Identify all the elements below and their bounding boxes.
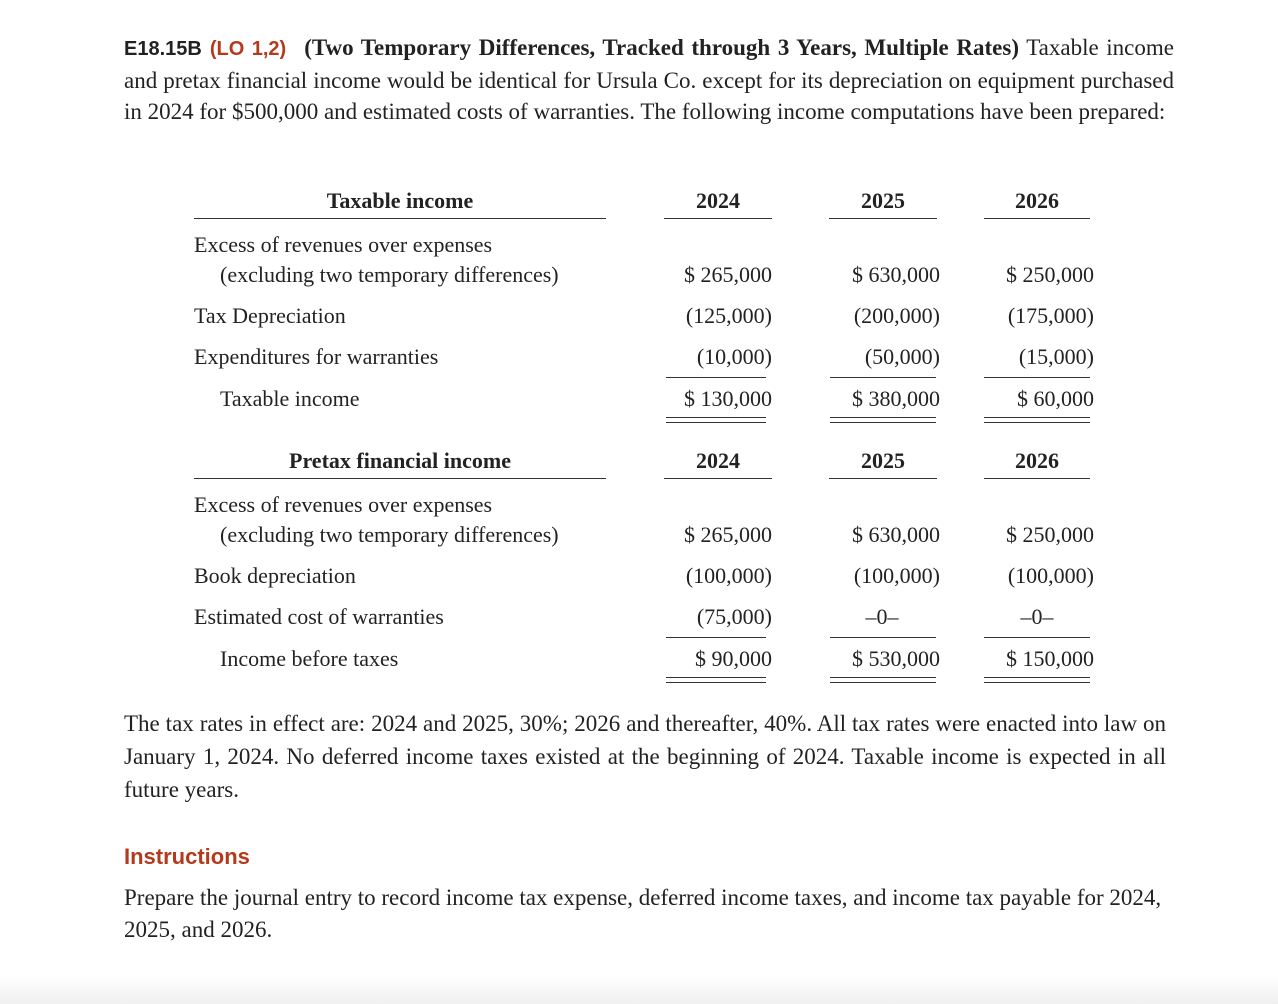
subtotal-rule: [984, 377, 1090, 378]
table-heading: Taxable income: [194, 188, 606, 219]
year-header: 2024: [664, 448, 772, 479]
table-cell: (200,000): [853, 303, 940, 328]
double-rule: [984, 677, 1090, 683]
table-total: $ 530,000: [852, 646, 940, 671]
subtotal-rule: [830, 377, 936, 378]
year-header: 2025: [829, 448, 937, 479]
double-rule: [666, 677, 766, 683]
table-cell: $ 265,000: [684, 522, 772, 547]
learning-objective: (LO 1,2): [209, 38, 287, 60]
table-cell: $ 265,000: [684, 262, 772, 287]
total-label: Income before taxes: [220, 646, 399, 671]
row-label: Expenditures for warranties: [194, 344, 439, 369]
table-cell: (10,000): [696, 344, 772, 369]
row-label: Estimated cost of warranties: [194, 604, 444, 629]
table-total: $ 90,000: [695, 646, 772, 671]
table-cell: (100,000): [685, 563, 772, 588]
table-cell: (15,000): [1018, 344, 1094, 369]
exercise-title: (Two Temporary Differences, Tracked through 3 Years, Multiple Rates): [304, 35, 1019, 60]
table-total: $ 130,000: [684, 386, 772, 411]
table-cell: (125,000): [685, 303, 772, 328]
year-header: 2026: [984, 448, 1090, 479]
row-label: Excess of revenues over expenses: [194, 232, 493, 257]
instructions-text: Prepare the journal entry to record income tax expense, deferred income taxes, and income tax payable for 2024, 2025, and 2026.: [124, 885, 1162, 942]
table-cell: –0–: [1020, 604, 1054, 629]
table-cell: (100,000): [1007, 563, 1094, 588]
table-cell: (75,000): [696, 604, 772, 629]
year-header: 2026: [984, 188, 1090, 219]
table-total: $ 150,000: [1006, 646, 1094, 671]
table-cell: $ 630,000: [852, 262, 940, 287]
tax-rates-paragraph: The tax rates in effect are: 2024 and 2025, 30%; 2026 and thereafter, 40%. All tax rates were enacted into law on January 1, 2024. No deferred income taxes existed at the beginning of 2024. Taxable income is expected in all future years.: [124, 711, 1166, 802]
double-rule: [830, 677, 936, 683]
row-label: Tax Depreciation: [194, 303, 346, 328]
table-cell: $ 630,000: [852, 522, 940, 547]
double-rule: [666, 417, 766, 423]
table-cell: $ 250,000: [1006, 522, 1094, 547]
subtotal-rule: [984, 637, 1090, 638]
table-cell: –0–: [865, 604, 899, 629]
total-label: Taxable income: [220, 386, 360, 411]
page-bottom-shadow: [0, 974, 1278, 1004]
table-cell: $ 250,000: [1006, 262, 1094, 287]
table-cell: (50,000): [864, 344, 940, 369]
table-heading: Pretax financial income: [194, 448, 606, 479]
year-header: 2025: [829, 188, 937, 219]
table-cell: (175,000): [1007, 303, 1094, 328]
table-total: $ 60,000: [1017, 386, 1094, 411]
exercise-body: Taxable income and pretax financial income would be identical for Ursula Co. except for its depreciation on equipment purchased in 2024 for $500,000 and estimated costs of warranties. The following income computations have been prepared:: [124, 35, 1174, 124]
table-cell: (100,000): [853, 563, 940, 588]
year-header: 2024: [664, 188, 772, 219]
row-label: (excluding two temporary differences): [220, 522, 559, 547]
subtotal-rule: [666, 377, 766, 378]
instructions-heading: Instructions: [124, 844, 250, 869]
row-label: Excess of revenues over expenses: [194, 492, 493, 517]
exercise-intro: [124, 32, 1174, 127]
exercise-number: E18.15B: [124, 38, 202, 60]
exercise-intro-paragraph: [124, 32, 1174, 127]
double-rule: [830, 417, 936, 423]
double-rule: [984, 417, 1090, 423]
subtotal-rule: [830, 637, 936, 638]
subtotal-rule: [666, 637, 766, 638]
row-label: Book depreciation: [194, 563, 356, 588]
table-total: $ 380,000: [852, 386, 940, 411]
row-label: (excluding two temporary differences): [220, 262, 559, 287]
